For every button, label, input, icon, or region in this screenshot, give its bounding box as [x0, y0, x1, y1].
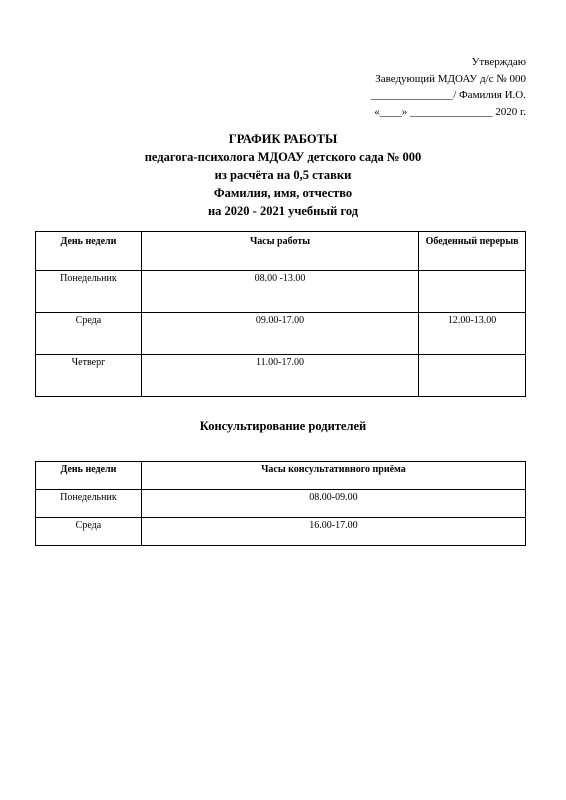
- title-rate: из расчёта на 0,5 ставки: [214, 168, 352, 182]
- work-schedule-table: [35, 231, 526, 397]
- cell-hours: 08.00-09.00: [141, 490, 525, 518]
- cell-day: Среда: [36, 313, 142, 355]
- table-row: [36, 490, 526, 518]
- table-row: [36, 355, 526, 397]
- column-header-lunch: Обеденный перерыв: [419, 232, 526, 271]
- consultation-table: [35, 461, 526, 546]
- title-position: педагога-психолога МДОАУ детского сада № 000: [144, 150, 422, 164]
- table-row: [36, 313, 526, 355]
- approval-position: Заведующий МДОАУ д/с № 000: [375, 72, 526, 85]
- cell-lunch: 12.00-13.00: [419, 313, 526, 355]
- cell-hours: 11.00-17.00: [141, 355, 418, 397]
- table-row: [36, 271, 526, 313]
- table-row: [36, 518, 526, 546]
- column-header-consult-hours: Часы консультативного приёма: [141, 462, 525, 490]
- document-title: [0, 130, 566, 220]
- approval-heading: Утверждаю: [471, 56, 526, 68]
- cell-day: Четверг: [36, 355, 142, 397]
- cell-hours: 16.00-17.00: [141, 518, 525, 546]
- column-header-hours: Часы работы: [141, 232, 418, 271]
- title-year: на 2020 - 2021 учебный год: [207, 204, 359, 218]
- approval-date-line: «____» _______________ 2020 г.: [374, 105, 526, 118]
- title-main: ГРАФИК РАБОТЫ: [228, 132, 338, 146]
- approval-signature-line: _______________/ Фамилия И.О.: [370, 89, 526, 101]
- table-header-row: [36, 232, 526, 271]
- approval-block: [371, 54, 526, 120]
- cell-day: Понедельник: [36, 271, 142, 313]
- cell-day: Среда: [36, 518, 142, 546]
- column-header-day: День недели: [36, 232, 142, 271]
- title-name: Фамилия, имя, отчество: [213, 186, 353, 200]
- cell-hours: 09.00-17.00: [141, 313, 418, 355]
- cell-lunch: [419, 271, 526, 313]
- table-header-row: [36, 462, 526, 490]
- cell-hours: 08.00 -13.00: [141, 271, 418, 313]
- column-header-day: День недели: [36, 462, 142, 490]
- consultation-section-title: Консультирование родителей: [199, 419, 367, 433]
- cell-lunch: [419, 355, 526, 397]
- cell-day: Понедельник: [36, 490, 142, 518]
